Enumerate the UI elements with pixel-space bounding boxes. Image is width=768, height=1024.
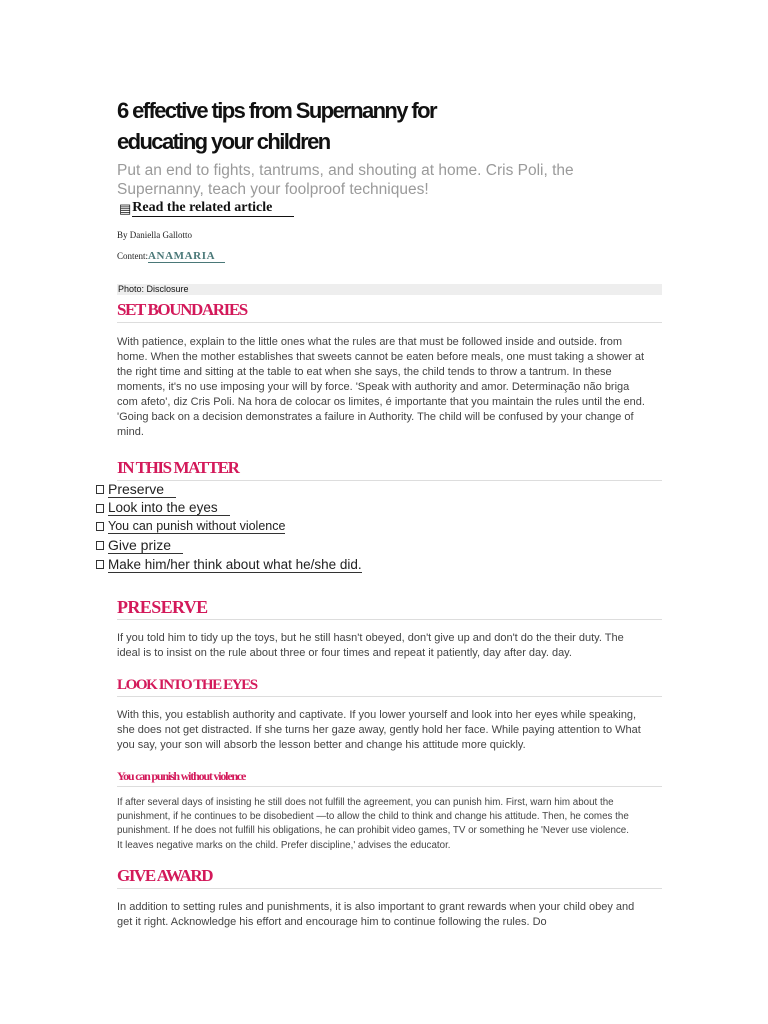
section-text-punish-without-violence: If after several days of insisting he still does not fulfill the agreement, you can punish him. First, warn him about the punishment, if he continues to be disobedient —to allow the child to think and change his attitude. Then, he comes the punishment. If he does not fulfill his obligations, he can prohibit video games, TV or something he 'Never use violence. It leaves negative marks on the child. Prefer discipline,' advises the educator. [117, 797, 629, 851]
toc-link-give-prize[interactable]: Give prize [108, 537, 183, 554]
section-text-give-award: In addition to setting rules and punishments, it is also important to grant rewards when your child obey and get it right. Acknowledge his effort and encourage him to continue following the rules. Do [117, 900, 635, 928]
list-item[interactable] [96, 499, 362, 518]
byline: By Daniella Gallotto [117, 230, 192, 240]
checkbox-icon [96, 541, 104, 550]
section-heading-preserve: PRESERVE [117, 595, 662, 620]
section-heading-give-award: GIVE AWARD [117, 864, 662, 889]
toc-link-make-think[interactable]: Make him/her think about what he/she did. [108, 556, 362, 572]
section-text-set-boundaries: With patience, explain to the little ones what the rules are that must be followed inside and outside. from home. When the mother establishes that sweets cannot be eaten before meals, one must taking a shower at the right time and sitting at the table to eat when she says, the child tends to throw a tantrum. In these moments, it's no use imposing your will by force. 'Speak with authority and amor. Determinação não briga com afeto', diz Cris Poli. Na hora de colocar os limites, é importante that you maintain the rules until the end. 'Going back on a decision demonstrates a failure in Authority. The child will be confused by your change of mind. [117, 336, 645, 438]
section-text-preserve: If you told him to tidy up the toys, but he still hasn't obeyed, don't give up and don't do the their duty. The ideal is to insist on the rule about three or four times and repeat it patiently, day after day. day. [117, 632, 624, 659]
content-credit [117, 250, 662, 262]
article-subtitle: Put an end to fights, tantrums, and shouting at home. Cris Poli, the Supernanny, teach your foolproof techniques! [117, 162, 574, 198]
related-article-link[interactable] [119, 200, 662, 217]
content-label: Content: [117, 251, 148, 261]
in-this-matter-list [96, 480, 362, 574]
toc-link-punish-without-violence[interactable]: You can punish without violence [108, 519, 286, 534]
list-item[interactable] [96, 518, 362, 537]
list-item[interactable] [96, 480, 362, 499]
section-heading-set-boundaries: SET BOUNDARIES [117, 298, 662, 323]
checkbox-icon [96, 485, 104, 494]
document-list-icon: ▤ [119, 200, 132, 216]
section-heading-look-into-the-eyes: LOOK INTO THE EYES [117, 674, 662, 697]
section-text-look-into-the-eyes: With this, you establish authority and captivate. If you lower yourself and look into her eyes while speaking, she does not get distracted. If she turns her gaze away, gently hold her face. While paying attention to What you say, your son will absorb the lesson better and change his attitude more quickly. [117, 709, 641, 751]
article-title: 6 effective tips from Supernanny for educating your children [117, 98, 436, 154]
photo-credit: Photo: Disclosure [117, 284, 662, 295]
list-item[interactable] [96, 555, 362, 574]
checkbox-icon [96, 522, 104, 531]
list-item[interactable] [96, 536, 362, 555]
section-heading-punish-without-violence: You can punish without violence [117, 766, 662, 787]
toc-link-look-into-the-eyes[interactable]: Look into the eyes [108, 500, 230, 516]
checkbox-icon [96, 504, 104, 513]
toc-link-preserve[interactable]: Preserve [108, 481, 176, 498]
content-author-link[interactable]: ANAMARIA [148, 250, 225, 263]
checkbox-icon [96, 560, 104, 569]
related-article-label[interactable]: Read the related article [132, 200, 294, 217]
section-heading-in-this-matter: IN THIS MATTER [117, 456, 662, 481]
